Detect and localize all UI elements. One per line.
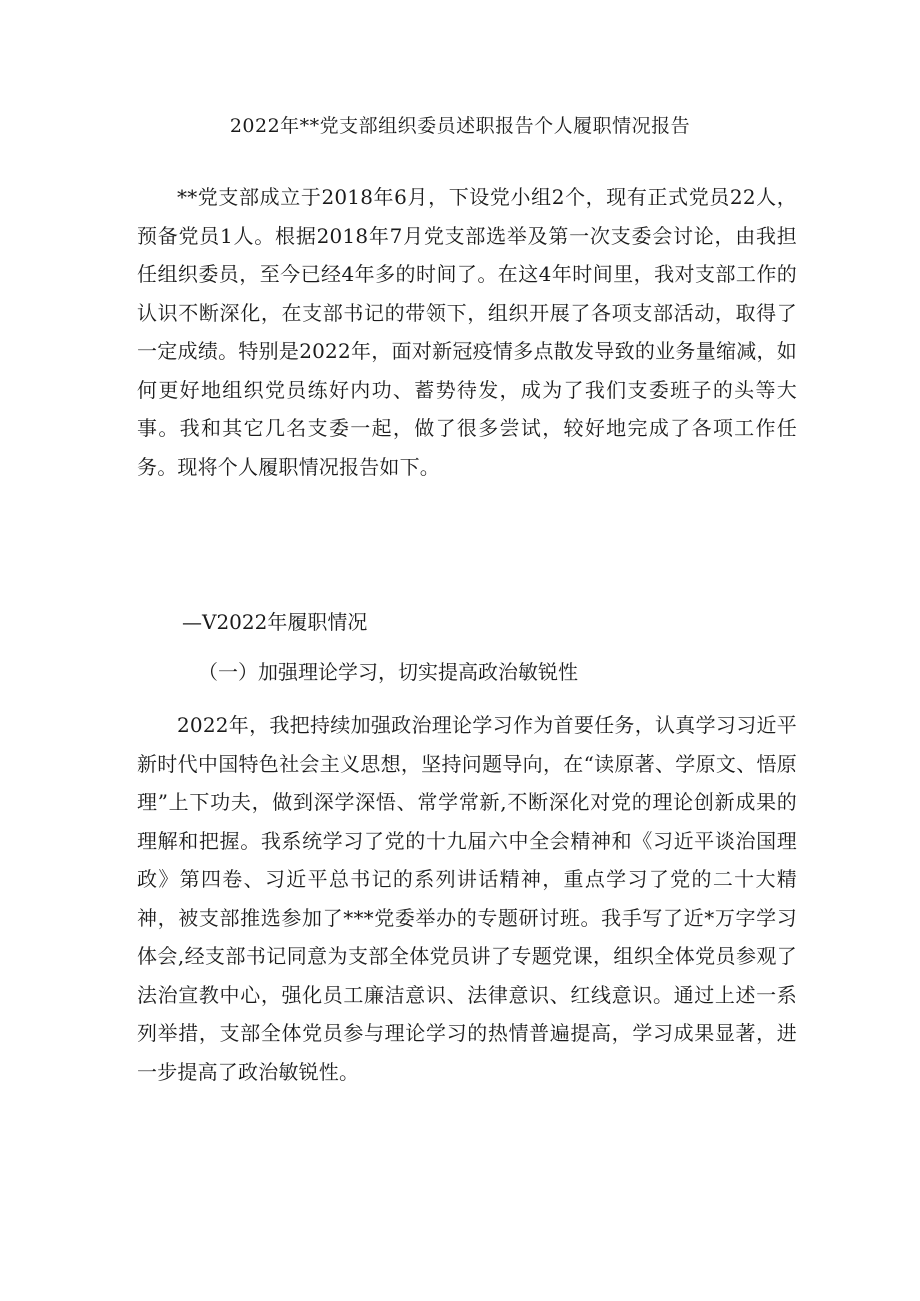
subsection-heading: （一）加强理论学习，切实提高政治敏锐性 (198, 660, 578, 684)
study-paragraph: 2022年，我把持续加强政治理论学习作为首要任务，认真学习习近平新时代中国特色社会主义思想，坚持问题导向，在“读原著、学原文、悟原理”上下功夫，做到深学深悟、常学常新,不断深化对党的理论创新成果的理解和把握。我系统学习了党的十九届六中全会精神和《习近平谈治国理政》第四卷、习近平总书记的系列讲话精神，重点学习了党的二十大精神，被支部推选参加了***党委举办的专题研讨班。我手写了近*万字学习体会,经支部书记同意为支部全体党员讲了专题党课，组织全体党员参观了法治宣教中心，强化员工廉洁意识、法律意识、红线意识。通过上述一系列举措，支部全体党员参与理论学习的热情普遍提高，学习成果显著，进一步提高了政治敏锐性。 (137, 713, 797, 1084)
intro-paragraph: **党支部成立于2018年6月，下设党小组2个，现有正式党员22人，预备党员1人。根据2018年7月党支部选举及第一次支委会讨论，由我担任组织委员，至今已经4年多的时间了。在这4年时间里，我对支部工作的认识不断深化，在支部书记的带领下，组织开展了各项支部活动，取得了一定成绩。特别是2022年，面对新冠疫情多点散发导致的业务量缩减，如何更好地组织党员练好内功、蓄势待发，成为了我们支委班子的头等大事。我和其它几名支委一起，做了很多尝试，较好地完成了各项工作任务。现将个人履职情况报告如下。 (137, 185, 797, 479)
document-title: 2022年**党支部组织委员述职报告个人履职情况报告 (229, 115, 691, 137)
section-heading: —V2022年履职情况 (182, 610, 368, 634)
